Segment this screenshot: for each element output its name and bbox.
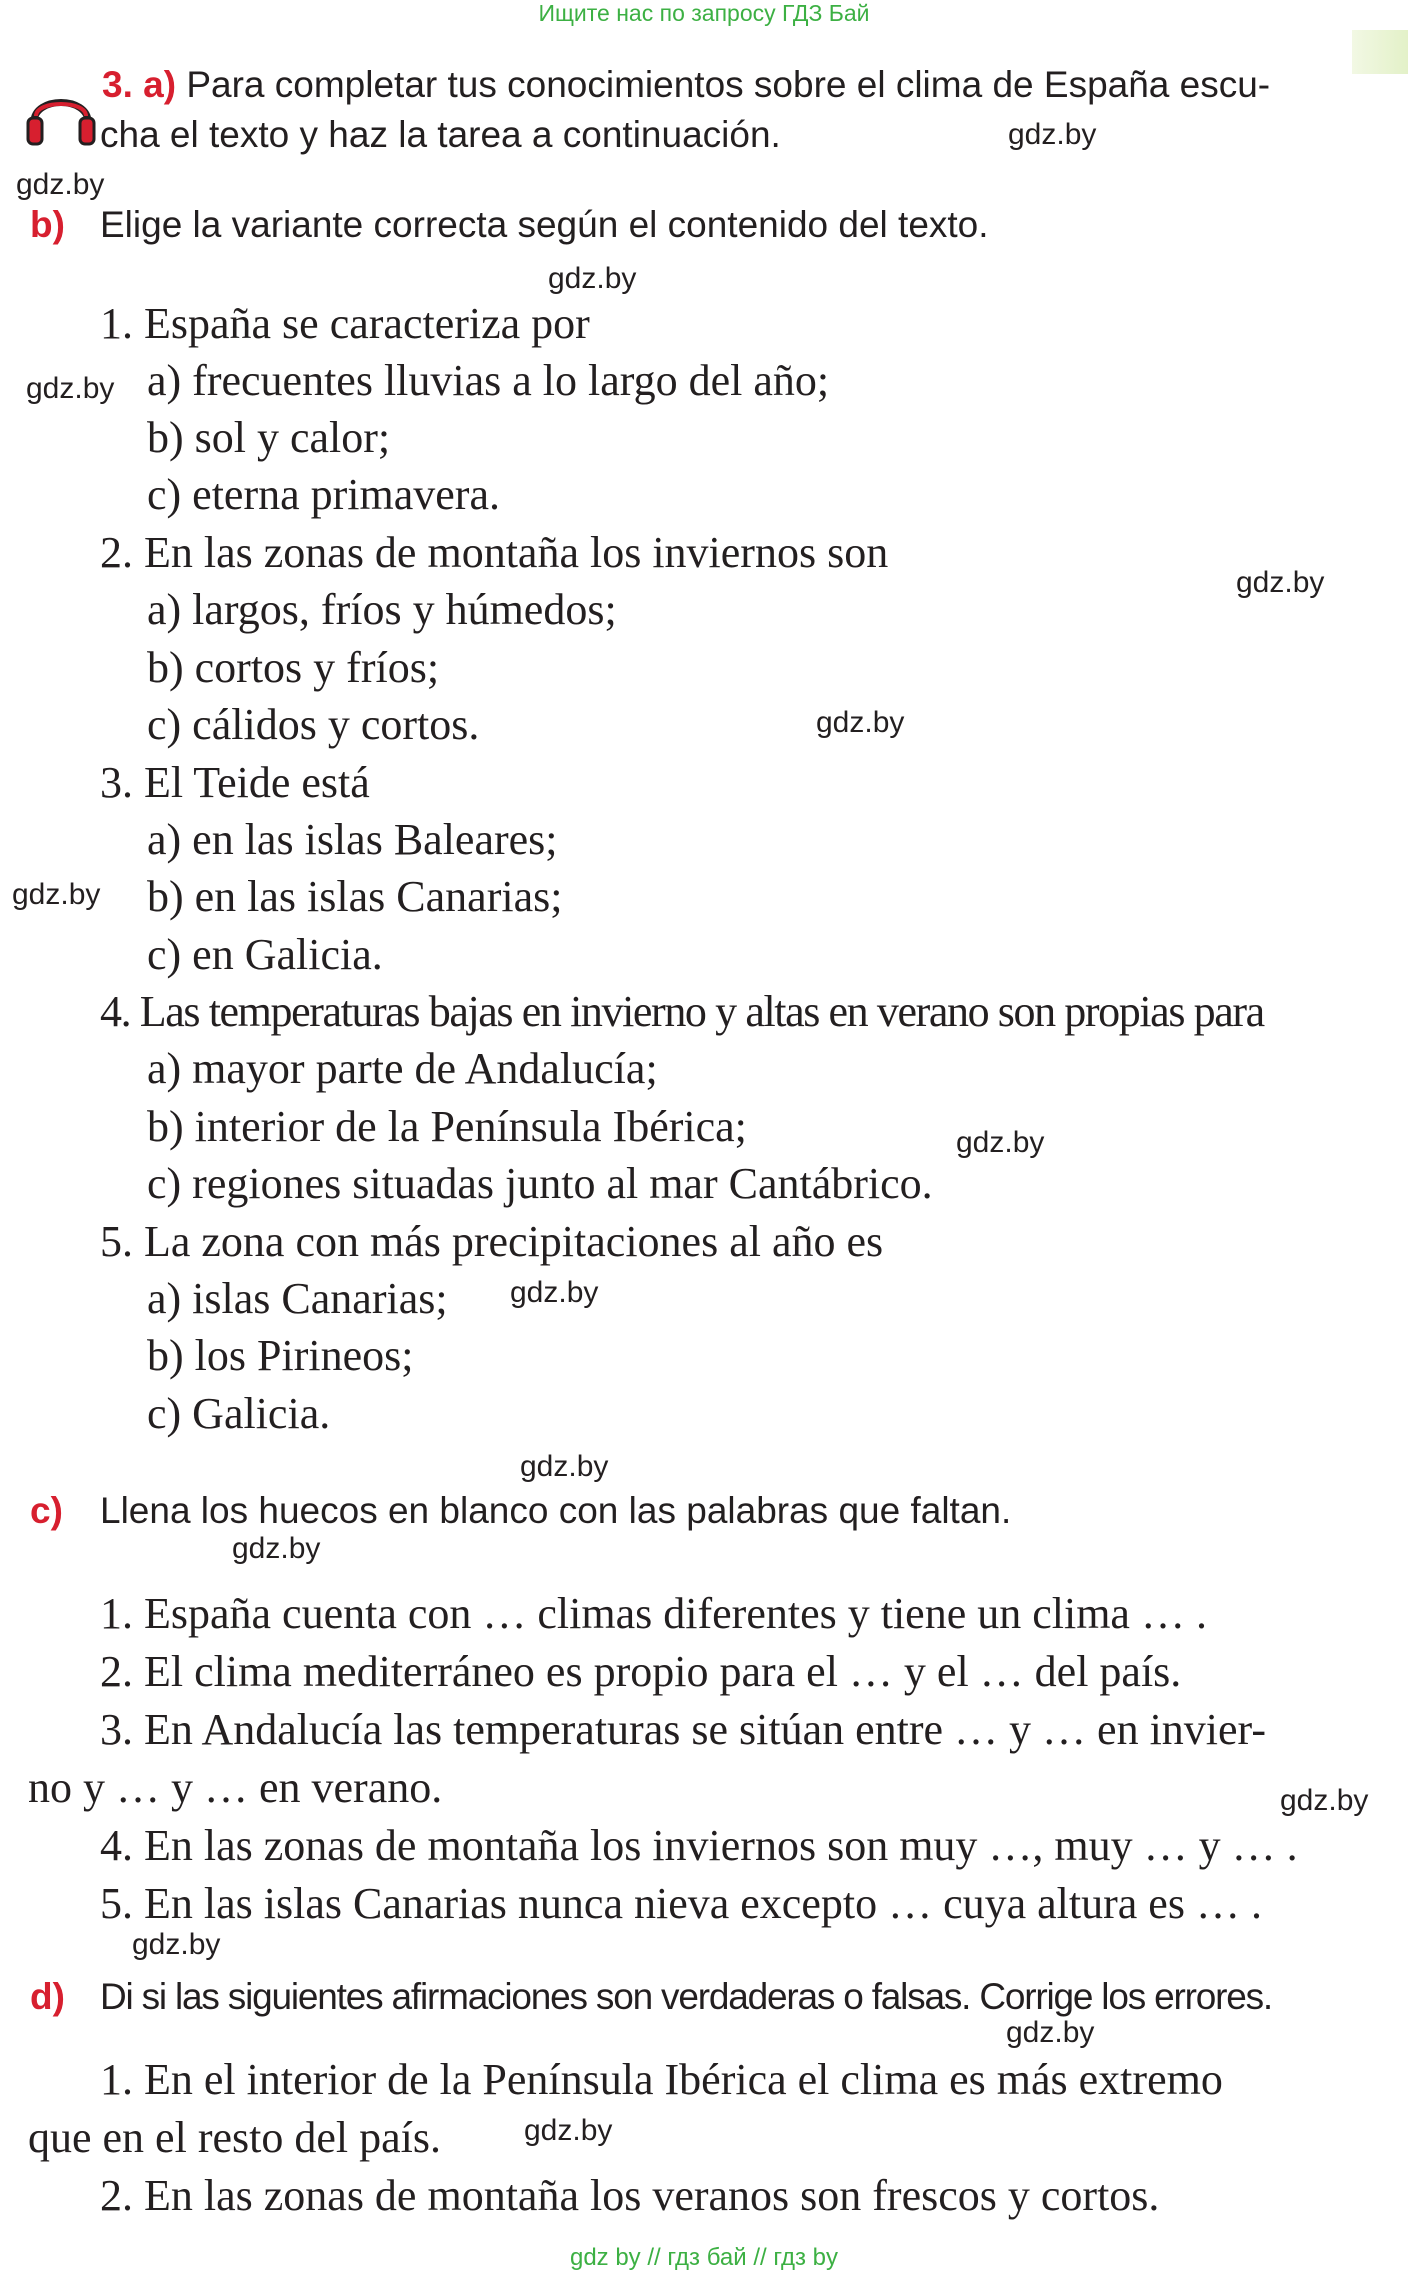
watermark: gdz.by: [510, 1276, 599, 1309]
watermark: gdz.by: [16, 168, 105, 201]
watermark: gdz.by: [132, 1928, 221, 1961]
question-1-stem: 1. España se caracteriza por: [100, 299, 590, 348]
watermark: gdz.by: [26, 372, 115, 405]
question-1-option-c: c) eterna primavera.: [147, 470, 500, 519]
fill-item-5: 5. En las islas Canarias nunca nieva excepto … cuya altura es … .: [100, 1879, 1262, 1928]
fill-item-3: 3. En Andalucía las temperaturas se sitúan entre … y … en invier-: [100, 1705, 1266, 1754]
question-3-option-a: a) en las islas Baleares;: [147, 815, 558, 864]
question-1-option-b: b) sol y calor;: [147, 413, 391, 462]
question-5-stem: 5. La zona con más precipitaciones al año es: [100, 1217, 884, 1266]
question-4-option-a: a) mayor parte de Andalucía;: [147, 1044, 658, 1093]
exercise-number: 3.: [102, 64, 133, 105]
question-4-stem: 4. Las temperaturas bajas en invierno y altas en verano son propias para: [100, 987, 1264, 1036]
statement-2: 2. En las zonas de montaña los veranos son frescos y cortos.: [100, 2171, 1160, 2220]
part-d-label: d): [30, 1976, 65, 2017]
top-banner: Ищите нас по запросу ГДЗ Бай: [538, 0, 870, 26]
watermark: gdz.by: [1006, 2016, 1095, 2049]
watermark: gdz.by: [520, 1450, 609, 1483]
question-5-option-a: a) islas Canarias;: [147, 1274, 448, 1323]
corner-tab: [1352, 30, 1408, 74]
exercise-3a-line1: [102, 64, 1270, 106]
part-d-instruction: Di si las siguientes afirmaciones son verdaderas o falsas. Corrige los errores.: [100, 1976, 1272, 2017]
watermark: gdz.by: [548, 262, 637, 295]
question-2-option-c: c) cálidos y cortos.: [147, 700, 480, 749]
question-4-option-c: c) regiones situadas junto al mar Cantábrico.: [147, 1159, 933, 1208]
watermark: gdz.by: [524, 2114, 613, 2147]
fill-item-3-continued: no y … y … en verano.: [28, 1763, 443, 1812]
question-5-option-c: c) Galicia.: [147, 1389, 331, 1438]
watermark: gdz.by: [232, 1532, 321, 1565]
part-b-instruction: Elige la variante correcta según el contenido del texto.: [100, 204, 989, 245]
statement-1-continued: que en el resto del país.: [28, 2113, 441, 2162]
watermark: gdz.by: [12, 878, 101, 911]
part-a-text-line1: Para completar tus conocimientos sobre el clima de España escu-: [186, 64, 1271, 105]
fill-item-2: 2. El clima mediterráneo es propio para el … y el … del país.: [100, 1647, 1182, 1696]
question-2-option-a: a) largos, fríos y húmedos;: [147, 585, 617, 634]
watermark: gdz.by: [1280, 1784, 1369, 1817]
question-3-option-c: c) en Galicia.: [147, 930, 383, 979]
statement-1: 1. En el interior de la Península Ibérica el clima es más extremo: [100, 2055, 1223, 2104]
headphones-icon: [24, 82, 98, 148]
question-4-option-b: b) interior de la Península Ibérica;: [147, 1102, 747, 1151]
fill-item-1: 1. España cuenta con … climas diferentes y tiene un clima … .: [100, 1589, 1207, 1638]
part-a-text-line2: cha el texto y haz la tarea a continuación.: [100, 114, 781, 155]
fill-item-4: 4. En las zonas de montaña los inviernos son muy …, muy … y … .: [100, 1821, 1298, 1870]
part-a-label: a): [143, 64, 177, 105]
part-c-instruction: Llena los huecos en blanco con las palabras que faltan.: [100, 1490, 1012, 1531]
part-b-label: b): [30, 204, 65, 245]
question-3-stem: 3. El Teide está: [100, 758, 370, 807]
part-c-label: c): [30, 1490, 63, 1531]
footer-text: gdz by // гдз бай // гдз by: [569, 2244, 839, 2271]
question-3-option-b: b) en las islas Canarias;: [147, 872, 563, 921]
watermark: gdz.by: [956, 1126, 1045, 1159]
question-2-option-b: b) cortos y fríos;: [147, 643, 440, 692]
question-1-option-a: a) frecuentes lluvias a lo largo del año;: [147, 356, 830, 405]
watermark: gdz.by: [1236, 566, 1325, 599]
watermark: gdz.by: [816, 706, 905, 739]
question-5-option-b: b) los Pirineos;: [147, 1331, 414, 1380]
question-2-stem: 2. En las zonas de montaña los inviernos son: [100, 528, 889, 577]
watermark: gdz.by: [1008, 118, 1097, 151]
